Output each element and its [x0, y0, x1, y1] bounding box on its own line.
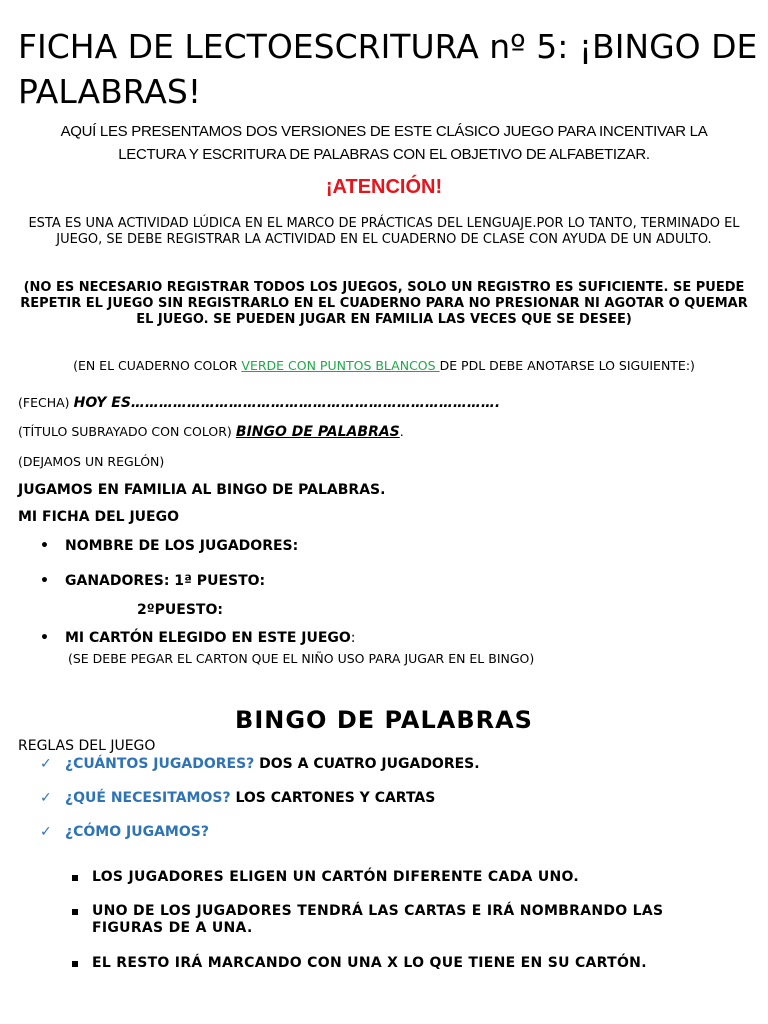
intro-paragraph: AQUÍ LES PRESENTAMOS DOS VERSIONES DE ESTE CLÁSICO JUEGO PARA INCENTIVAR LA LECTURA Y ESCRITURA DE PALABRAS CON EL OBJETIVO DE ALFABETIZAR. [60, 123, 708, 163]
rule-step-1 [72, 869, 732, 886]
pdl-before: (EN EL CUADERNO COLOR [73, 358, 242, 373]
note-paragraph: (NO ES NECESARIO REGISTRAR TODOS LOS JUEGOS, SOLO UN REGISTRO ES SUFICIENTE. SE PUEDE REPETIR EL JUEGO SIN REGISTRARLO EN EL CUADERNO PARA NO PRESIONAR NI AGOTAR O QUEMAR EL JUEGO. SE PUEDEN JUGAR EN FAMILIA LAS VECES QUE SE DESEE) [20, 280, 748, 327]
bullet-item-jugadores [40, 538, 298, 554]
bullet-dot-icon: • [40, 538, 49, 554]
attention-heading: ¡ATENCIÓN! [325, 176, 443, 198]
check-answer: DOS A CUATRO JUGADORES. [254, 756, 480, 772]
bingo-title: BINGO DE PALABRAS [235, 706, 533, 734]
titulo-end: . [399, 424, 404, 439]
check-item-necesitamos [40, 790, 435, 806]
page-title: FICHA DE LECTOESCRITURA nº 5: ¡BINGO DE PALABRAS! [18, 27, 758, 111]
check-icon: ✓ [40, 824, 52, 840]
bullet-text: MI CARTÓN ELEGIDO EN ESTE JUEGO [65, 630, 351, 646]
rule-step-text: LOS JUGADORES ELIGEN UN CARTÓN DIFERENTE CADA UNO. [92, 869, 580, 885]
square-bullet-icon [72, 875, 78, 881]
bullet-dot-icon: • [40, 573, 49, 589]
pdl-instruction [0, 358, 768, 373]
titulo-value: BINGO DE PALABRAS [235, 424, 400, 440]
jugamos-line: JUGAMOS EN FAMILIA AL BINGO DE PALABRAS. [18, 482, 386, 498]
titulo-line [18, 424, 404, 440]
check-question: ¿CÓMO JUGAMOS? [65, 824, 209, 840]
check-question: ¿CUÁNTOS JUGADORES? [65, 756, 255, 772]
check-icon: ✓ [40, 790, 52, 806]
check-question: ¿QUÉ NECESITAMOS? [65, 790, 231, 806]
fecha-label: (FECHA) [18, 395, 70, 410]
titulo-label: (TÍTULO SUBRAYADO CON COLOR) [18, 424, 232, 439]
pdl-after: DE PDL DEBE ANOTARSE LO SIGUIENTE:) [439, 358, 695, 373]
fecha-value: HOY ES……………………………………………………………………. [73, 395, 501, 411]
check-item-jugadores [40, 756, 480, 772]
reglon-line: (DEJAMOS UN REGLÓN) [18, 454, 165, 469]
check-icon: ✓ [40, 756, 52, 772]
ficha-line: MI FICHA DEL JUEGO [18, 509, 179, 525]
activity-paragraph: ESTA ES UNA ACTIVIDAD LÚDICA EN EL MARCO DE PRÁCTICAS DEL LENGUAJE.POR LO TANTO, TERMINADO EL JUEGO, SE DEBE REGISTRAR LA ACTIVIDAD EN EL CUADERNO DE CLASE CON AYUDA DE UN ADULTO. [28, 216, 740, 247]
square-bullet-icon [72, 961, 78, 967]
rules-heading: REGLAS DEL JUEGO [18, 738, 156, 754]
pdl-green-text: VERDE CON PUNTOS BLANCOS [241, 358, 440, 373]
rule-step-text: EL RESTO IRÁ MARCANDO CON UNA X LO QUE TIENE EN SU CARTÓN. [92, 955, 647, 971]
bullet-dot-icon: • [40, 630, 49, 646]
bullet-item-carton [40, 630, 356, 646]
square-bullet-icon [72, 909, 78, 915]
check-answer: LOS CARTONES Y CARTAS [230, 790, 436, 806]
second-place-line: 2ºPUESTO: [137, 602, 223, 618]
bullet-colon: : [350, 630, 356, 646]
carton-note: (SE DEBE PEGAR EL CARTON QUE EL NIÑO USO PARA JUGAR EN EL BINGO) [68, 651, 535, 666]
bullet-text: GANADORES: 1ª PUESTO: [65, 573, 266, 589]
bullet-text: NOMBRE DE LOS JUGADORES: [65, 538, 299, 554]
rule-step-3 [72, 955, 732, 972]
rule-step-text: UNO DE LOS JUGADORES TENDRÁ LAS CARTAS E IRÁ NOMBRANDO LAS FIGURAS DE A UNA. [92, 903, 664, 936]
check-item-jugamos [40, 824, 209, 840]
bullet-item-ganadores [40, 573, 265, 589]
fecha-line [18, 395, 500, 411]
rule-step-2 [72, 903, 732, 937]
